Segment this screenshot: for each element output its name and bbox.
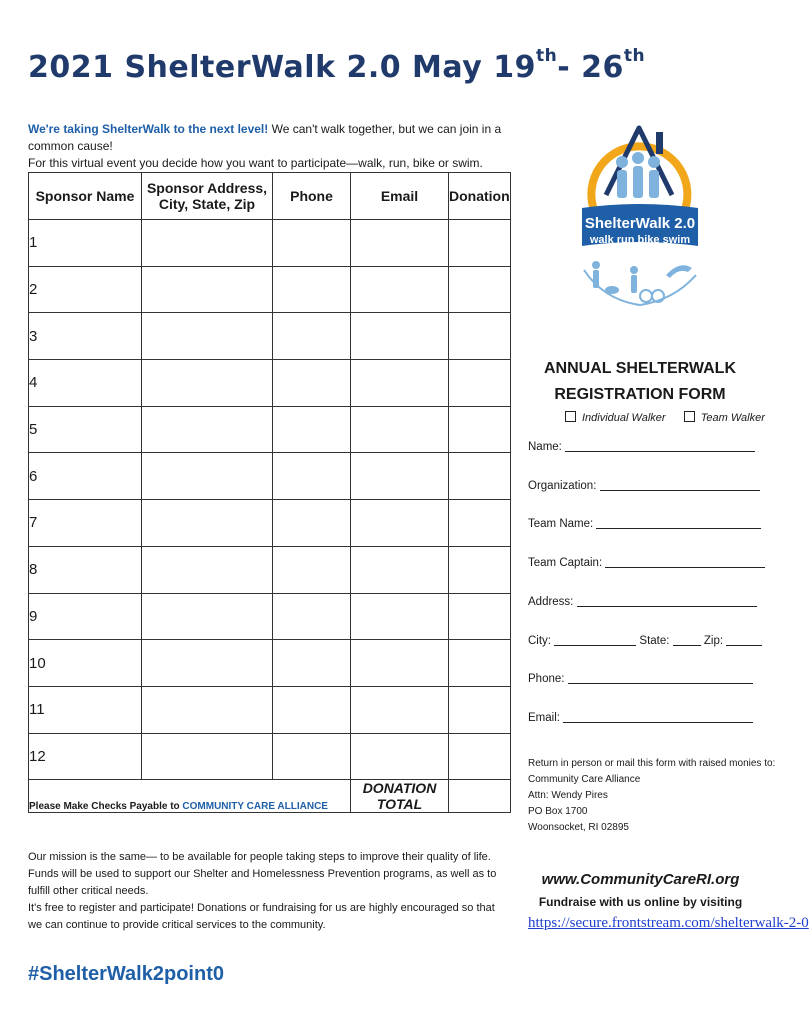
sponsor-donation-cell[interactable] — [449, 500, 511, 547]
sponsor-donation-cell[interactable] — [449, 686, 511, 733]
table-row — [29, 220, 511, 267]
sponsor-name-cell[interactable] — [29, 640, 142, 687]
sponsor-donation-cell[interactable] — [449, 220, 511, 267]
intro-rest: We can't walk together, but we can join in a common cause! — [28, 122, 502, 153]
sponsor-address-cell[interactable] — [142, 406, 273, 453]
intro-text — [28, 121, 508, 172]
website-text: www.CommunityCareRI.org — [541, 871, 740, 888]
table-row — [29, 686, 511, 733]
sponsor-email-cell[interactable] — [351, 453, 449, 500]
team-captain-field: Team Captain: — [528, 556, 765, 569]
row-number: 10 — [29, 654, 46, 672]
logo-tagline: walk run bike swim — [589, 234, 691, 246]
free-text: It's free to register and participate! Donations or fundraising for us are highly encouraged so that we can continue to provide critical services to the community. — [28, 902, 495, 931]
name-input[interactable] — [565, 440, 755, 452]
sponsor-phone-cell[interactable] — [273, 500, 351, 547]
team-captain-input[interactable] — [605, 556, 765, 568]
sponsor-name-cell[interactable] — [29, 546, 142, 593]
page-title: 2021 ShelterWalk 2.0 May 19th- 26th — [28, 46, 646, 85]
sponsor-name-cell[interactable] — [29, 220, 142, 267]
sponsor-email-cell[interactable] — [351, 266, 449, 313]
organization-input[interactable] — [600, 479, 760, 491]
sponsor-address-cell[interactable] — [142, 686, 273, 733]
address-field: Address: — [528, 595, 757, 608]
sponsor-email-cell[interactable] — [351, 500, 449, 547]
table-row — [29, 266, 511, 313]
payable-note: Please Make Checks Payable to COMMUNITY CARE ALLIANCE — [29, 780, 351, 813]
logo-name: ShelterWalk 2.0 — [584, 215, 696, 232]
sponsor-address-cell[interactable] — [142, 593, 273, 640]
row-number: 7 — [29, 514, 38, 532]
city-state-zip-field: City: State: Zip: — [528, 634, 762, 647]
sponsor-email-cell[interactable] — [351, 406, 449, 453]
sponsor-address-cell[interactable] — [142, 313, 273, 360]
sponsor-table — [28, 172, 511, 813]
team-name-field: Team Name: — [528, 517, 761, 530]
individual-walker-checkbox[interactable] — [565, 411, 576, 422]
table-row — [29, 360, 511, 407]
sponsor-phone-cell[interactable] — [273, 733, 351, 780]
mission-text: Our mission is the same— to be available for people taking steps to improve their quality of life. Funds will be used to support our Shelter and Homelessness Prevention programs, as well as to fulfill other critical needs. — [28, 851, 497, 897]
row-number: 6 — [29, 467, 38, 485]
individual-walker-label: Individual Walker — [582, 412, 666, 424]
name-field: Name: — [528, 440, 755, 453]
sponsor-email-cell[interactable] — [351, 360, 449, 407]
sponsor-email-cell[interactable] — [351, 593, 449, 640]
shelterwalk-logo — [574, 100, 704, 320]
registration-title: ANNUAL SHELTERWALK REGISTRATION FORM — [544, 360, 736, 403]
sponsor-phone-cell[interactable] — [273, 406, 351, 453]
table-header-row — [29, 173, 511, 220]
intro-highlight: We're taking ShelterWalk to the next level! — [28, 122, 269, 136]
payable-org: COMMUNITY CARE ALLIANCE — [182, 801, 328, 813]
table-row — [29, 640, 511, 687]
team-walker-label: Team Walker — [700, 412, 765, 424]
city-input[interactable] — [554, 634, 636, 646]
row-number: 1 — [29, 234, 38, 252]
sponsor-name-cell[interactable] — [29, 593, 142, 640]
row-number: 3 — [29, 327, 38, 345]
sponsor-name-cell[interactable] — [29, 313, 142, 360]
sponsor-name-cell[interactable] — [29, 266, 142, 313]
row-number: 4 — [29, 374, 38, 392]
sponsor-name-cell[interactable] — [29, 453, 142, 500]
sponsor-phone-cell[interactable] — [273, 313, 351, 360]
header-donation: Donation — [449, 173, 511, 220]
table-row — [29, 500, 511, 547]
organization-field: Organization: — [528, 479, 760, 492]
sponsor-donation-cell[interactable] — [449, 360, 511, 407]
row-number: 5 — [29, 421, 38, 439]
row-number: 9 — [29, 607, 38, 625]
header-sponsor-address: Sponsor Address, City, State, Zip — [142, 173, 273, 220]
logo-people-icon — [616, 152, 660, 198]
sponsor-address-cell[interactable] — [142, 546, 273, 593]
sponsor-phone-cell[interactable] — [273, 266, 351, 313]
return-address: Return in person or mail this form with raised monies to: Community Care Alliance Attn: Wendy Pires PO Box 1700 Woonsocket, RI 02895 — [528, 758, 776, 833]
table-footer-row — [29, 780, 511, 813]
sponsor-phone-cell[interactable] — [273, 360, 351, 407]
sponsor-phone-cell[interactable] — [273, 640, 351, 687]
table-row — [29, 546, 511, 593]
walker-type-options — [565, 411, 765, 424]
sponsor-name-cell[interactable] — [29, 360, 142, 407]
state-input[interactable] — [673, 634, 701, 646]
header-phone: Phone — [273, 173, 351, 220]
sponsor-phone-cell[interactable] — [273, 546, 351, 593]
sponsor-email-cell[interactable] — [351, 313, 449, 360]
sponsor-donation-cell[interactable] — [449, 406, 511, 453]
sponsor-email-cell[interactable] — [351, 640, 449, 687]
sponsor-donation-cell[interactable] — [449, 313, 511, 360]
sponsor-donation-cell[interactable] — [449, 733, 511, 780]
table-row — [29, 593, 511, 640]
donation-total-field[interactable] — [449, 780, 511, 813]
phone-field: Phone: — [528, 672, 753, 685]
sponsor-address-cell[interactable] — [142, 266, 273, 313]
hashtag: #ShelterWalk2point0 — [28, 963, 224, 985]
sponsor-address-cell[interactable] — [142, 220, 273, 267]
sponsor-name-cell[interactable] — [29, 733, 142, 780]
phone-input[interactable] — [568, 672, 753, 684]
row-number: 12 — [29, 747, 46, 765]
sponsor-name-cell[interactable] — [29, 406, 142, 453]
zip-input[interactable] — [726, 634, 762, 646]
table-row — [29, 733, 511, 780]
team-name-input[interactable] — [596, 517, 761, 529]
sponsor-email-cell[interactable] — [351, 546, 449, 593]
table-row — [29, 406, 511, 453]
sponsor-donation-cell[interactable] — [449, 266, 511, 313]
sponsor-phone-cell[interactable] — [273, 453, 351, 500]
sponsor-address-cell[interactable] — [142, 640, 273, 687]
logo-chimney — [656, 132, 663, 154]
sponsor-email-cell[interactable] — [351, 733, 449, 780]
fundraise-link[interactable]: https://secure.frontstream.com/shelterwalk-2-0 — [528, 915, 809, 931]
team-walker-checkbox[interactable] — [684, 411, 695, 422]
sponsor-donation-cell[interactable] — [449, 453, 511, 500]
logo-activities-icon — [584, 261, 696, 305]
sponsor-donation-cell[interactable] — [449, 593, 511, 640]
sponsor-phone-cell[interactable] — [273, 686, 351, 733]
email-field: Email: — [528, 711, 753, 724]
sponsor-address-cell[interactable] — [142, 453, 273, 500]
sponsor-address-cell[interactable] — [142, 733, 273, 780]
address-input[interactable] — [577, 595, 757, 607]
row-number: 11 — [29, 701, 45, 719]
header-sponsor-name: Sponsor Name — [29, 173, 142, 220]
sponsor-donation-cell[interactable] — [449, 640, 511, 687]
fundraise-text: Fundraise with us online by visiting — [538, 895, 743, 909]
sponsor-email-cell[interactable] — [351, 220, 449, 267]
sponsor-donation-cell[interactable] — [449, 546, 511, 593]
row-number: 8 — [29, 561, 38, 579]
row-number: 2 — [29, 281, 38, 299]
table-row — [29, 453, 511, 500]
table-row — [29, 313, 511, 360]
sponsor-name-cell[interactable] — [29, 500, 142, 547]
sponsor-address-cell[interactable] — [142, 360, 273, 407]
sponsor-email-cell[interactable] — [351, 686, 449, 733]
intro-line2: For this virtual event you decide how you want to participate—walk, run, bike or swim. — [28, 156, 483, 170]
sponsor-name-cell[interactable] — [29, 686, 142, 733]
email-input[interactable] — [563, 711, 753, 723]
sponsor-address-cell[interactable] — [142, 500, 273, 547]
donation-total-label: DONATION TOTAL — [351, 780, 449, 813]
header-email: Email — [351, 173, 449, 220]
sponsor-phone-cell[interactable] — [273, 220, 351, 267]
sponsor-phone-cell[interactable] — [273, 593, 351, 640]
